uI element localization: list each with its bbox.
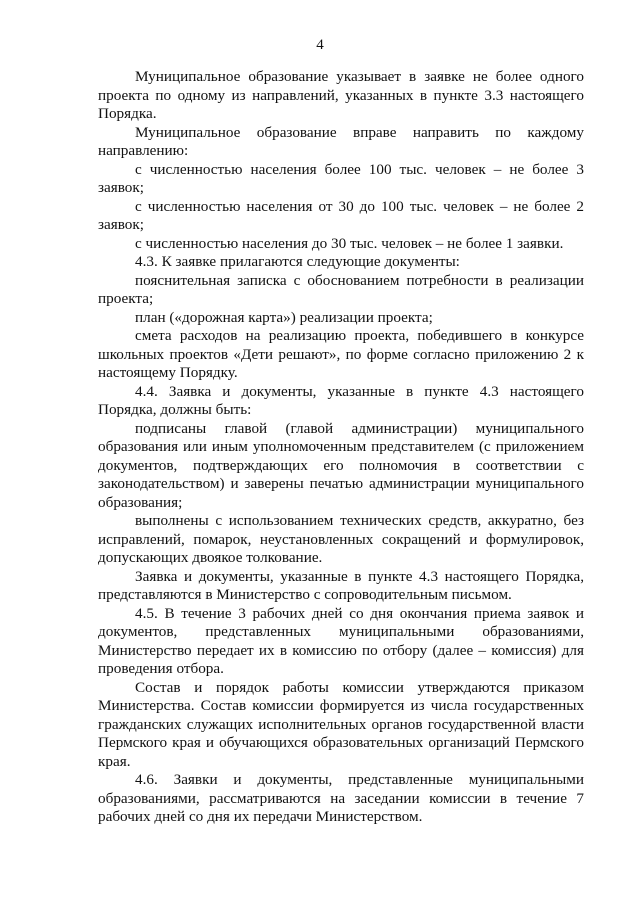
paragraph-cover-letter: Заявка и документы, указанные в пункте 4.3 настоящего Порядка, представляются в Министерство с сопроводительным письмом. — [98, 567, 584, 603]
paragraph-technical-means: выполнены с использованием технических средств, аккуратно, без исправлений, помарок, неустановленных сокращений и формулировок, допускающих двоякое толкование. — [98, 512, 584, 566]
paragraph-project-limit: Муниципальное образование указывает в заявке не более одного проекта по одному из направлений, указанных в пункте 3.3 настоящего Порядка. — [98, 68, 584, 122]
paragraph-roadmap: план («дорожная карта») реализации проекта; — [135, 308, 433, 326]
paragraph-submission-right: Муниципальное образование вправе направить по каждому направлению: — [98, 123, 584, 159]
page-number: 4 — [316, 37, 324, 53]
paragraph-signed-by-head: подписаны главой (главой администрации) муниципального образования или иным уполномоченным представителем (с приложением документов, подтверждающих его полномочия в соответствии с законодательством) и заверены печатью администрации муниципального образования; — [98, 419, 584, 511]
paragraph-population-over-100k: с численностью населения более 100 тыс. человек – не более 3 заявок; — [98, 160, 584, 196]
paragraph-clause-4-6: 4.6. Заявки и документы, представленные муниципальными образованиями, рассматриваются на заседании комиссии в течение 7 рабочих дней со дня их передачи Министерством. — [98, 771, 584, 825]
paragraph-population-under-30k: с численностью населения до 30 тыс. человек – не более 1 заявки. — [135, 234, 564, 252]
paragraph-population-30-100k: с численностью населения от 30 до 100 тыс. человек – не более 2 заявок; — [98, 197, 584, 233]
paragraph-clause-4-5: 4.5. В течение 3 рабочих дней со дня окончания приема заявок и документов, представленных муниципальными образованиями, Министерство передает их в комиссию по отбору (далее – комиссия) для проведения отбора. — [98, 604, 584, 677]
paragraph-clause-4-3: 4.3. К заявке прилагаются следующие документы: — [135, 253, 460, 270]
paragraph-clause-4-4: 4.4. Заявка и документы, указанные в пункте 4.3 настоящего Порядка, должны быть: — [98, 382, 584, 418]
document-body — [98, 68, 584, 827]
paragraph-explanatory-note: пояснительная записка с обоснованием потребности в реализации проекта; — [98, 271, 584, 307]
paragraph-commission-composition: Состав и порядок работы комиссии утверждаются приказом Министерства. Состав комиссии формируется из числа государственных гражданских служащих исполнительных органов государственной власти Пермского края и обучающихся образовательных организаций Пермского края. — [98, 678, 584, 770]
paragraph-cost-estimate: смета расходов на реализацию проекта, победившего в конкурсе школьных проектов «Дети решают», по форме согласно приложению 2 к настоящему Порядку. — [98, 327, 584, 381]
